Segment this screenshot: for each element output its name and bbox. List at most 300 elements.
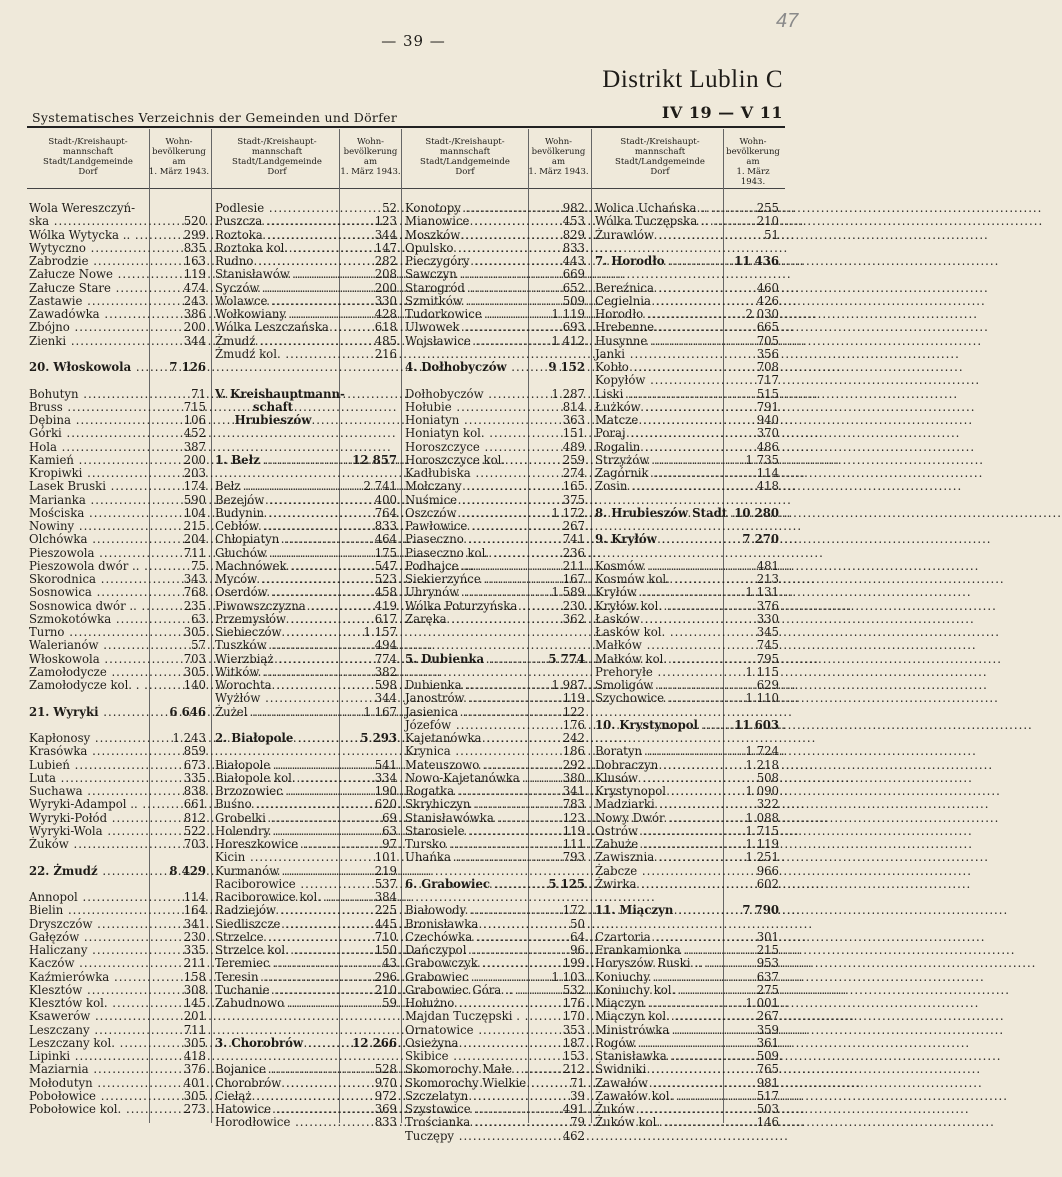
population-value: 940 bbox=[756, 413, 779, 427]
population-value: 7 126 bbox=[169, 360, 206, 374]
place-row bbox=[29, 1103, 147, 1116]
place-name: Raciborowice kol. ..... bbox=[215, 891, 339, 904]
place-row bbox=[405, 520, 525, 533]
place-name: Strzelce kol. ..... bbox=[215, 944, 339, 957]
spacer bbox=[215, 467, 339, 480]
population-value: 335 bbox=[183, 943, 206, 957]
population-value: 1 103 bbox=[551, 969, 585, 984]
place-name: Skomorochy Wielkie ..... bbox=[405, 1077, 525, 1090]
population-value: 292 bbox=[562, 757, 585, 772]
place-row bbox=[215, 600, 339, 613]
population-value: 75 bbox=[191, 558, 206, 573]
place-name: Skorodnica ..... bbox=[29, 573, 147, 586]
population-value: 637 bbox=[756, 969, 779, 984]
place-row bbox=[405, 1116, 525, 1129]
header-population-column: Wohn- bevölkerung am 1. März 1943. bbox=[340, 137, 401, 177]
place-name: Honiatyn ..... bbox=[405, 414, 525, 427]
population-value: 715 bbox=[183, 399, 206, 414]
population-value: 51 bbox=[764, 227, 779, 242]
place-row bbox=[29, 891, 147, 904]
place-row bbox=[215, 586, 339, 599]
place-row bbox=[29, 547, 147, 560]
place-name: Łużków ..... bbox=[595, 401, 725, 414]
place-name: Cegielnia ..... bbox=[595, 295, 725, 308]
population-value bbox=[727, 494, 779, 507]
place-row bbox=[595, 825, 725, 838]
district-row bbox=[405, 653, 525, 666]
population-value: 176 bbox=[562, 717, 585, 732]
place-name: Dańczypol ..... bbox=[405, 944, 525, 957]
place-name: Małków ..... bbox=[595, 639, 725, 652]
place-row bbox=[405, 904, 525, 917]
district-row bbox=[215, 732, 339, 745]
population-value: 211 bbox=[183, 956, 206, 971]
place-name: Machnówek ..... bbox=[215, 560, 339, 573]
page-number: — 39 — bbox=[381, 32, 446, 50]
place-row bbox=[29, 1010, 147, 1023]
place-row bbox=[595, 215, 725, 228]
place-name: Zawisznia ..... bbox=[595, 851, 725, 864]
population-value: 167 bbox=[562, 572, 585, 586]
place-name: Chorobrów ..... bbox=[215, 1077, 339, 1090]
place-name: Tuszków ..... bbox=[215, 639, 339, 652]
place-name: 11. Miączyn ..... bbox=[595, 904, 725, 917]
place-name: Zienki ..... bbox=[29, 335, 147, 348]
place-name: Wola Wereszczyń- bbox=[29, 201, 136, 215]
population-value: 793 bbox=[562, 850, 585, 865]
place-name: Boratyn ..... bbox=[595, 745, 725, 758]
spacer bbox=[405, 348, 525, 361]
place-name: Rogów ..... bbox=[595, 1037, 725, 1050]
section-heading bbox=[215, 386, 345, 401]
place-name: Wólka Wytycka .. ..... bbox=[29, 229, 147, 242]
population-value: 341 bbox=[562, 784, 585, 798]
place-name: Stanisławów ..... bbox=[215, 268, 339, 281]
header-population-column: Wohn- bevölkerung am 1. März 1943. bbox=[528, 137, 589, 177]
population-value: 164 bbox=[183, 903, 206, 918]
place-row bbox=[215, 1116, 339, 1129]
spacer bbox=[595, 732, 725, 745]
place-name: Uhańka ..... bbox=[405, 851, 525, 864]
place-row bbox=[215, 891, 339, 904]
place-name: Wolawce ..... bbox=[215, 295, 339, 308]
population-value: 235 bbox=[183, 598, 206, 613]
population-value: 376 bbox=[183, 1062, 206, 1077]
population-value: 343 bbox=[183, 572, 206, 586]
place-row bbox=[595, 361, 725, 374]
place-name: Matcze ..... bbox=[595, 414, 725, 427]
population-value: 7 270 bbox=[742, 532, 779, 547]
population-value: 1 001 bbox=[745, 996, 779, 1010]
place-row bbox=[215, 785, 339, 798]
population-value: 267 bbox=[562, 519, 585, 533]
place-row bbox=[405, 242, 525, 255]
population-value: 537 bbox=[374, 876, 397, 891]
population-value bbox=[727, 706, 779, 719]
place-row bbox=[405, 268, 525, 281]
population-value: 215 bbox=[756, 943, 779, 957]
place-row bbox=[405, 308, 525, 321]
header-name-column: Stadt-/Kreishaupt- mannschaft Stadt/Landgemeinde Dorf bbox=[232, 137, 322, 177]
population-value: 710 bbox=[374, 929, 397, 944]
place-name: Wyryki-Połód ..... bbox=[29, 812, 147, 825]
place-name: Hołużno ..... bbox=[405, 997, 525, 1010]
population-value: 795 bbox=[756, 651, 779, 666]
place-name: Bielin ..... bbox=[29, 904, 147, 917]
population-value: 617 bbox=[374, 611, 397, 626]
place-name: Grabowiec Góra .. ..... bbox=[405, 984, 525, 997]
place-name: Żuków kol. ..... bbox=[595, 1116, 725, 1129]
place-row bbox=[29, 215, 147, 228]
population-value: 282 bbox=[374, 254, 397, 268]
population-value: 458 bbox=[374, 585, 397, 600]
place-row bbox=[595, 1077, 725, 1090]
population-value: 119 bbox=[562, 823, 585, 838]
spacer bbox=[595, 242, 725, 255]
place-row bbox=[29, 639, 147, 652]
population-value: 517 bbox=[756, 1088, 779, 1103]
place-name: Zawadówka ..... bbox=[29, 308, 147, 321]
place-name: Podhajce ..... bbox=[405, 560, 525, 573]
place-name: Marianka ..... bbox=[29, 494, 147, 507]
population-value: 219 bbox=[374, 863, 397, 878]
spacer bbox=[29, 851, 147, 864]
population-value bbox=[344, 467, 397, 480]
population-value bbox=[344, 1050, 397, 1063]
population-value bbox=[344, 1024, 397, 1037]
population-value: 665 bbox=[756, 320, 779, 335]
spacer bbox=[215, 745, 339, 758]
place-name: Tudorkowice ..... bbox=[405, 308, 525, 321]
place-name: Kosmów ..... bbox=[595, 560, 725, 573]
place-name: Raciborowice ..... bbox=[215, 878, 339, 891]
population-value: 5 125 bbox=[548, 876, 585, 891]
population-value: 211 bbox=[562, 558, 585, 573]
population-value: 190 bbox=[374, 784, 397, 798]
spacer bbox=[29, 878, 147, 891]
population-value: 515 bbox=[756, 386, 779, 401]
place-name: Sawczyn ..... bbox=[405, 268, 525, 281]
population-value: 400 bbox=[374, 492, 397, 507]
population-value: 426 bbox=[756, 293, 779, 308]
population-value: 12 857 bbox=[352, 452, 397, 467]
place-name: 5. Dubienka ..... bbox=[405, 653, 525, 666]
population-value: 50 bbox=[570, 916, 585, 931]
place-name: Krystynopol ..... bbox=[595, 785, 725, 798]
place-row bbox=[29, 467, 147, 480]
place-name: Budynin ..... bbox=[215, 507, 339, 520]
place-row bbox=[29, 984, 147, 997]
place-row bbox=[215, 984, 339, 997]
place-row bbox=[405, 255, 525, 268]
place-name: Kryłów kol. ..... bbox=[595, 600, 725, 613]
place-name: Rogatka ..... bbox=[405, 785, 525, 798]
population-value: 145 bbox=[183, 996, 206, 1010]
place-name: Białowody ..... bbox=[405, 904, 525, 917]
population-value: 274 bbox=[562, 466, 585, 480]
place-name: Dubienka ..... bbox=[405, 679, 525, 692]
population-value: 305 bbox=[183, 1088, 206, 1103]
place-row bbox=[405, 282, 525, 295]
population-value: 212 bbox=[562, 1062, 585, 1077]
place-row bbox=[405, 918, 525, 931]
place-row bbox=[405, 1130, 525, 1143]
place-name: Krynica ..... bbox=[405, 745, 525, 758]
place-row bbox=[29, 454, 147, 467]
place-row bbox=[595, 1116, 725, 1129]
place-row bbox=[405, 454, 525, 467]
population-value bbox=[344, 374, 397, 387]
place-row bbox=[29, 812, 147, 825]
place-row bbox=[405, 706, 525, 719]
place-name: Hrubieszów bbox=[234, 413, 312, 427]
population-value: 335 bbox=[183, 770, 206, 785]
place-row bbox=[29, 586, 147, 599]
place-row bbox=[405, 467, 525, 480]
population-value: 1 110 bbox=[745, 691, 779, 706]
population-value: 344 bbox=[183, 333, 206, 348]
place-name: Starosiele ..... bbox=[405, 825, 525, 838]
population-value: 163 bbox=[183, 254, 206, 268]
header-population-column: Wohn- bevölkerung am 1. März 1943. bbox=[726, 137, 780, 187]
population-value: 768 bbox=[183, 585, 206, 600]
population-value: 69 bbox=[382, 810, 397, 825]
place-name: Kopyłów ..... bbox=[595, 374, 725, 387]
place-row bbox=[29, 732, 147, 745]
population-value: 305 bbox=[183, 625, 206, 639]
population-value: 1 157 bbox=[363, 625, 397, 639]
population-value: 175 bbox=[374, 545, 397, 560]
population-value: 216 bbox=[374, 346, 397, 361]
place-name: Konotopy ..... bbox=[405, 202, 525, 215]
place-row bbox=[595, 1024, 725, 1037]
place-row bbox=[595, 427, 725, 440]
place-row bbox=[29, 679, 147, 692]
population-value: 859 bbox=[183, 744, 206, 759]
population-value: 345 bbox=[756, 625, 779, 639]
place-name: Krasówka ..... bbox=[29, 745, 147, 758]
place-row bbox=[215, 772, 339, 785]
place-name: Nowo-Kajetanówka ..... bbox=[405, 772, 525, 785]
place-row bbox=[595, 785, 725, 798]
population-value: 528 bbox=[374, 1062, 397, 1077]
population-value bbox=[532, 666, 585, 679]
population-value: 305 bbox=[183, 664, 206, 679]
population-value: 1 172 bbox=[551, 505, 585, 520]
place-name: Wierzbiąż ..... bbox=[215, 653, 339, 666]
place-row bbox=[405, 1077, 525, 1090]
place-name: Strzelce ..... bbox=[215, 931, 339, 944]
population-value bbox=[344, 427, 397, 440]
population-value: 322 bbox=[756, 797, 779, 812]
place-name: Załucze Stare ..... bbox=[29, 282, 147, 295]
place-name: Chłopiatyn ..... bbox=[215, 533, 339, 546]
population-value: 119 bbox=[562, 691, 585, 706]
place-row bbox=[215, 547, 339, 560]
place-row bbox=[595, 626, 725, 639]
place-row bbox=[29, 918, 147, 931]
place-row bbox=[405, 838, 525, 851]
place-row bbox=[215, 679, 339, 692]
place-row bbox=[215, 308, 339, 321]
place-row bbox=[29, 745, 147, 758]
place-name: schaft bbox=[252, 399, 294, 414]
place-name: Trościanka ..... bbox=[405, 1116, 525, 1129]
place-row bbox=[595, 997, 725, 1010]
population-value: 711 bbox=[183, 545, 206, 560]
population-value: 629 bbox=[756, 678, 779, 692]
place-name: 8. Hrubieszów Stadt ..... bbox=[595, 507, 725, 520]
population-value: 703 bbox=[183, 837, 206, 851]
place-name: Ksawerów ..... bbox=[29, 1010, 147, 1023]
population-value: 972 bbox=[374, 1088, 397, 1103]
place-name: Hołubie ..... bbox=[405, 401, 525, 414]
spacer bbox=[215, 1010, 339, 1023]
population-value: 353 bbox=[562, 1022, 585, 1037]
place-row bbox=[29, 785, 147, 798]
place-name: Zamołodycze kol. . ..... bbox=[29, 679, 147, 692]
population-value: 176 bbox=[562, 996, 585, 1010]
population-value: 1 724 bbox=[745, 744, 779, 759]
place-name: Pieczygóry ..... bbox=[405, 255, 525, 268]
place-row bbox=[405, 719, 525, 732]
district-row bbox=[595, 719, 725, 732]
population-value: 275 bbox=[756, 982, 779, 997]
place-name: Buśno ..... bbox=[215, 798, 339, 811]
population-value: 376 bbox=[756, 598, 779, 613]
population-value: 833 bbox=[562, 240, 585, 255]
population-value: 200 bbox=[183, 452, 206, 467]
place-row bbox=[405, 984, 525, 997]
population-value: 833 bbox=[374, 1115, 397, 1130]
place-name: Bruss ..... bbox=[29, 401, 147, 414]
population-value: 375 bbox=[562, 492, 585, 507]
place-row bbox=[405, 494, 525, 507]
place-row bbox=[405, 785, 525, 798]
place-name: Bełz ..... bbox=[215, 480, 339, 493]
population-value: 230 bbox=[183, 929, 206, 944]
place-row bbox=[405, 613, 525, 626]
population-value: 369 bbox=[374, 1102, 397, 1116]
place-row bbox=[405, 692, 525, 705]
spacer bbox=[215, 441, 339, 454]
population-value: 119 bbox=[183, 267, 206, 282]
place-name: Józefów ..... bbox=[405, 719, 525, 732]
place-row bbox=[29, 242, 147, 255]
place-row bbox=[405, 388, 525, 401]
place-row bbox=[215, 533, 339, 546]
place-row bbox=[405, 1024, 525, 1037]
place-row bbox=[405, 957, 525, 970]
place-name: Żuków ..... bbox=[595, 1103, 725, 1116]
district-row bbox=[595, 904, 725, 917]
place-name: Pieszowola ..... bbox=[29, 547, 147, 560]
place-row bbox=[215, 348, 339, 361]
population-value: 602 bbox=[756, 876, 779, 891]
place-name: Zabuże ..... bbox=[595, 838, 725, 851]
place-row bbox=[29, 957, 147, 970]
place-name: Wólka Tuczępska .. ..... bbox=[595, 215, 725, 228]
district-row bbox=[215, 454, 339, 467]
population-value: 812 bbox=[183, 810, 206, 825]
place-name: Żużel ..... bbox=[215, 706, 339, 719]
place-name: Mołczany ..... bbox=[405, 480, 525, 493]
place-name: Szychowice ..... bbox=[595, 692, 725, 705]
place-name-column bbox=[405, 202, 525, 1143]
place-row bbox=[405, 931, 525, 944]
place-row bbox=[215, 838, 339, 851]
place-name: Tursko ..... bbox=[405, 838, 525, 851]
population-value: 236 bbox=[562, 545, 585, 560]
place-name: Hatowice ..... bbox=[215, 1103, 339, 1116]
place-name: Zabudnowo ..... bbox=[215, 997, 339, 1010]
place-row bbox=[29, 401, 147, 414]
place-row bbox=[215, 1090, 339, 1103]
place-row bbox=[405, 851, 525, 864]
place-row bbox=[215, 202, 339, 215]
place-name: Leszczany ..... bbox=[29, 1024, 147, 1037]
population-value: 97 bbox=[382, 837, 397, 851]
population-value: 717 bbox=[756, 373, 779, 388]
place-row bbox=[595, 772, 725, 785]
population-value: 174 bbox=[183, 479, 206, 494]
population-value: 186 bbox=[562, 744, 585, 759]
place-row bbox=[595, 348, 725, 361]
place-row bbox=[215, 918, 339, 931]
place-name: Dębina ..... bbox=[29, 414, 147, 427]
spacer bbox=[405, 666, 525, 679]
place-name: 7. Horodło ..... bbox=[595, 255, 725, 268]
place-name: Nowy Dwór ..... bbox=[595, 812, 725, 825]
place-name: Kosmów kol. ..... bbox=[595, 573, 725, 586]
place-row bbox=[29, 480, 147, 493]
place-name: Tuczępy ..... bbox=[405, 1130, 525, 1143]
place-name: Przemysłów ..... bbox=[215, 613, 339, 626]
place-name: Lubień ..... bbox=[29, 759, 147, 772]
population-value bbox=[532, 626, 585, 639]
population-value: 7 790 bbox=[742, 903, 779, 918]
place-name: 10. Krystynopol ..... bbox=[595, 719, 725, 732]
place-name: Kurmanów ..... bbox=[215, 865, 339, 878]
population-value bbox=[727, 918, 779, 931]
population-value: 443 bbox=[562, 254, 585, 268]
place-name: Janostrów ..... bbox=[405, 692, 525, 705]
place-name: Górki ..... bbox=[29, 427, 147, 440]
place-name-column bbox=[29, 202, 147, 1116]
place-row bbox=[215, 692, 339, 705]
place-row bbox=[29, 1037, 147, 1050]
place-row bbox=[405, 600, 525, 613]
place-name: Zawałów kol. ..... bbox=[595, 1090, 725, 1103]
spacer bbox=[215, 427, 339, 440]
place-row bbox=[215, 626, 339, 639]
place-row bbox=[215, 507, 339, 520]
population-value: 520 bbox=[183, 214, 206, 229]
population-value: 765 bbox=[756, 1062, 779, 1077]
population-value: 330 bbox=[374, 293, 397, 308]
population-value: 172 bbox=[562, 903, 585, 918]
place-name: Gałęzów ..... bbox=[29, 931, 147, 944]
spacer bbox=[215, 719, 339, 732]
population-value: 201 bbox=[183, 1009, 206, 1024]
population-value: 982 bbox=[562, 201, 585, 215]
population-value: 63 bbox=[191, 611, 206, 626]
place-row bbox=[215, 268, 339, 281]
place-name: Uhrynów ..... bbox=[405, 586, 525, 599]
population-value: 509 bbox=[756, 1049, 779, 1063]
population-value: 1 218 bbox=[745, 757, 779, 772]
table-top-rule bbox=[27, 126, 785, 128]
